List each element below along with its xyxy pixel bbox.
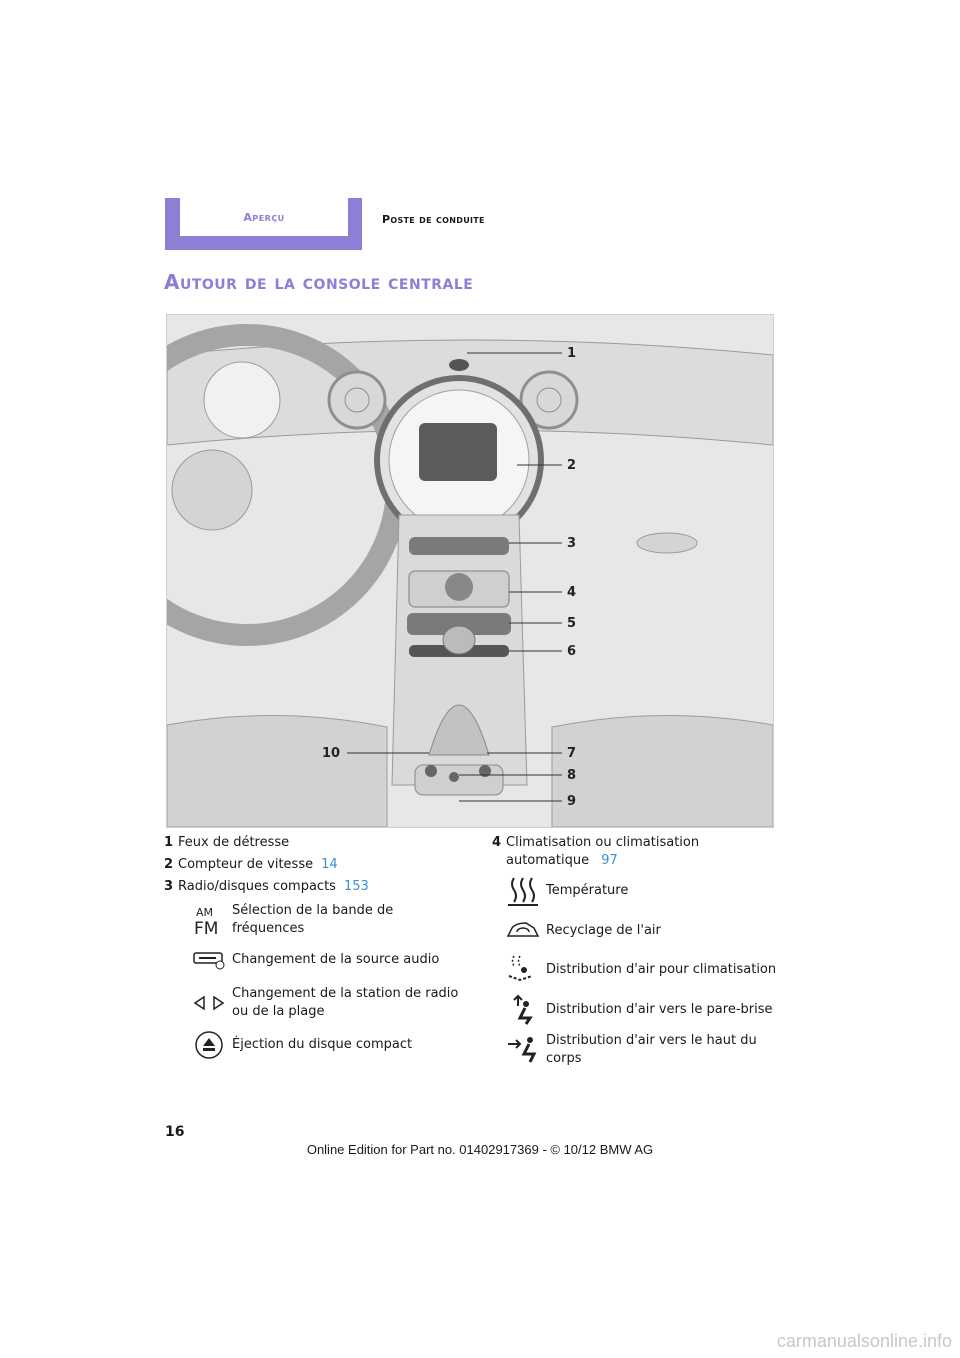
- item-number: 3: [164, 879, 174, 894]
- station-arrows-icon: [186, 995, 232, 1011]
- right-legend-list: [492, 834, 782, 874]
- svg-text:FM: FM: [194, 919, 219, 937]
- item-text: Radio/disques compacts: [178, 879, 336, 894]
- callout-1: 1: [567, 346, 577, 361]
- subitem-text: Éjection du disque compact: [232, 1037, 413, 1052]
- windshield-air-icon: [500, 994, 546, 1026]
- audio-source-icon: [186, 950, 232, 970]
- center-console-illustration: [166, 314, 774, 828]
- item-number: 2: [164, 857, 174, 872]
- subitem-text: Distribution d'air vers le haut du corps: [546, 1033, 757, 1066]
- dashboard-drawing: [167, 315, 773, 827]
- air-distribution-icon: [500, 954, 546, 986]
- legend-subitem: [500, 920, 790, 942]
- page-reference-link[interactable]: 153: [343, 879, 369, 894]
- air-recirculation-icon: [500, 920, 546, 942]
- temperature-icon: [500, 874, 546, 908]
- legend-subitem: [500, 1032, 790, 1068]
- header-section-label: Poste de conduite: [382, 213, 485, 226]
- subitem-text: Distribution d'air vers le pare-brise: [546, 1002, 773, 1017]
- item-text: Feux de détresse: [178, 835, 290, 850]
- item-text: Compteur de vitesse: [178, 857, 314, 872]
- subitem-text: Recyclage de l'air: [546, 923, 661, 938]
- legend-subitem: [186, 985, 466, 1021]
- page-number: 16: [165, 1124, 185, 1140]
- list-item: [164, 856, 454, 874]
- legend-subitem: [186, 1030, 466, 1060]
- callout-3: 3: [567, 536, 577, 551]
- item-text-label: Climatisation ou climatisation automatique: [506, 835, 700, 868]
- legend-subitem: [500, 954, 790, 986]
- subitem-text: Changement de la station de radio ou de la plage: [232, 986, 459, 1019]
- page-title: Autour de la console centrale: [164, 270, 474, 294]
- legend-subitem: [186, 902, 466, 938]
- watermark-text: carmanualsonline.info: [776, 1331, 952, 1351]
- upper-body-air-icon: [500, 1034, 546, 1066]
- legend-subitem: [186, 950, 466, 970]
- subitem-text: Distribution d'air pour climatisation: [546, 962, 777, 977]
- svg-text:AM: AM: [196, 906, 214, 919]
- legend-subitem: [500, 874, 790, 908]
- header-tab-label: Aperçu: [180, 198, 348, 236]
- list-item: [492, 834, 782, 870]
- callout-7: 7: [567, 746, 577, 761]
- callout-5: 5: [567, 616, 577, 631]
- eject-icon: [186, 1030, 232, 1060]
- callout-2: 2: [567, 458, 577, 473]
- list-item: [164, 834, 454, 852]
- list-item: [164, 878, 454, 896]
- callout-8: 8: [567, 768, 577, 783]
- legend-subitem: [500, 994, 790, 1026]
- subitem-text: Température: [546, 883, 629, 898]
- item-number: 4: [492, 835, 502, 850]
- callout-6: 6: [567, 644, 577, 659]
- subitem-text: Sélection de la bande de fréquences: [232, 903, 394, 936]
- page-reference-link[interactable]: 14: [321, 857, 338, 872]
- am-fm-icon: [186, 903, 232, 937]
- page-reference-link[interactable]: 97: [601, 853, 618, 868]
- callout-4: 4: [567, 585, 577, 600]
- callout-10: 10: [322, 746, 341, 761]
- item-number: 1: [164, 835, 174, 850]
- left-legend-list: [164, 834, 454, 900]
- item-text: [506, 834, 726, 870]
- footer-edition-note: Online Edition for Part no. 01402917369 - © 10/12 BMW AG: [306, 1142, 654, 1157]
- subitem-text: Changement de la source audio: [232, 952, 440, 967]
- callout-9: 9: [567, 794, 577, 809]
